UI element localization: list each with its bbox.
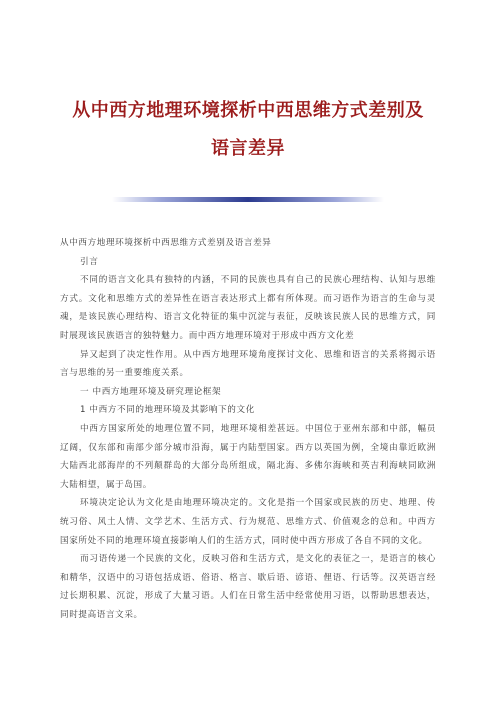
title-divider bbox=[112, 197, 384, 202]
paragraph: 中西方国家所处的地理位置不同，地理环境相差甚远。中国位于亚州东部和中部，幅员辽阔，仅东部和南部少部分城市沿海，属于内陆型国家。西方以英国为例，全境由靠近欧洲大陆西北部海岸的不列颠群岛的大部分岛所组成，隔北海、多佛尔海峡和英吉利海峡同欧洲大陆相望，属于岛国。 bbox=[60, 423, 436, 490]
section-heading: 一 中西方地理环境及研究理论框架 bbox=[80, 386, 222, 397]
document-title bbox=[30, 92, 466, 168]
title-line-1: 从中西方地理环境探析中西思维方式差别及 bbox=[72, 100, 424, 121]
section-heading-intro: 引言 bbox=[80, 256, 99, 267]
title-line-2: 语言差异 bbox=[211, 138, 285, 159]
subsection-heading: 1 中西方不同的地理环境及其影响下的文化 bbox=[80, 405, 255, 416]
paragraph: 不同的语言文化具有独特的内涵，不同的民族也具有自己的民族心理结构、认知与思维方式。文化和思维方式的差异性在语言表达形式上都有所体现。而习语作为语言的生命与灵魂，是该民族心理结构、语言文化特征的集中沉淀与表征，反映该民族人民的思维方式，同时展现该民族语言的独特魅力。而中西方地理环境对于形成中西方文化差 bbox=[60, 275, 436, 341]
document-body bbox=[60, 234, 436, 624]
paragraph: 而习语传递一个民族的文化，反映习俗和生活方式，是文化的表征之一，是语言的核心和精华，汉语中的习语包括成语、俗语、格言、歇后语、谚语、俚语、行话等。汉英语言经过长期积累、沉淀，形成了大量习语。人们在日常生活中经常使用习语，以帮助思想表达，同时提高语言文采。 bbox=[60, 554, 436, 620]
paragraph: 异又起到了决定性作用。从中西方地理环境角度探讨文化、思维和语言的关系将揭示语言与思维的另一重要维度关系。 bbox=[60, 349, 436, 379]
paragraph: 环境决定论认为文化是由地理环境决定的。文化是指一个国家或民族的历史、地理、传统习俗、风土人情、文学艺术、生活方式、行为规范、思维方式、价值观念的总和。中西方国家所处不同的地理环境直接影响人们的生活方式，同时使中西方形成了各自不同的文化。 bbox=[60, 498, 436, 546]
subtitle: 从中西方地理环境探析中西思维方式差别及语言差异 bbox=[60, 238, 272, 248]
